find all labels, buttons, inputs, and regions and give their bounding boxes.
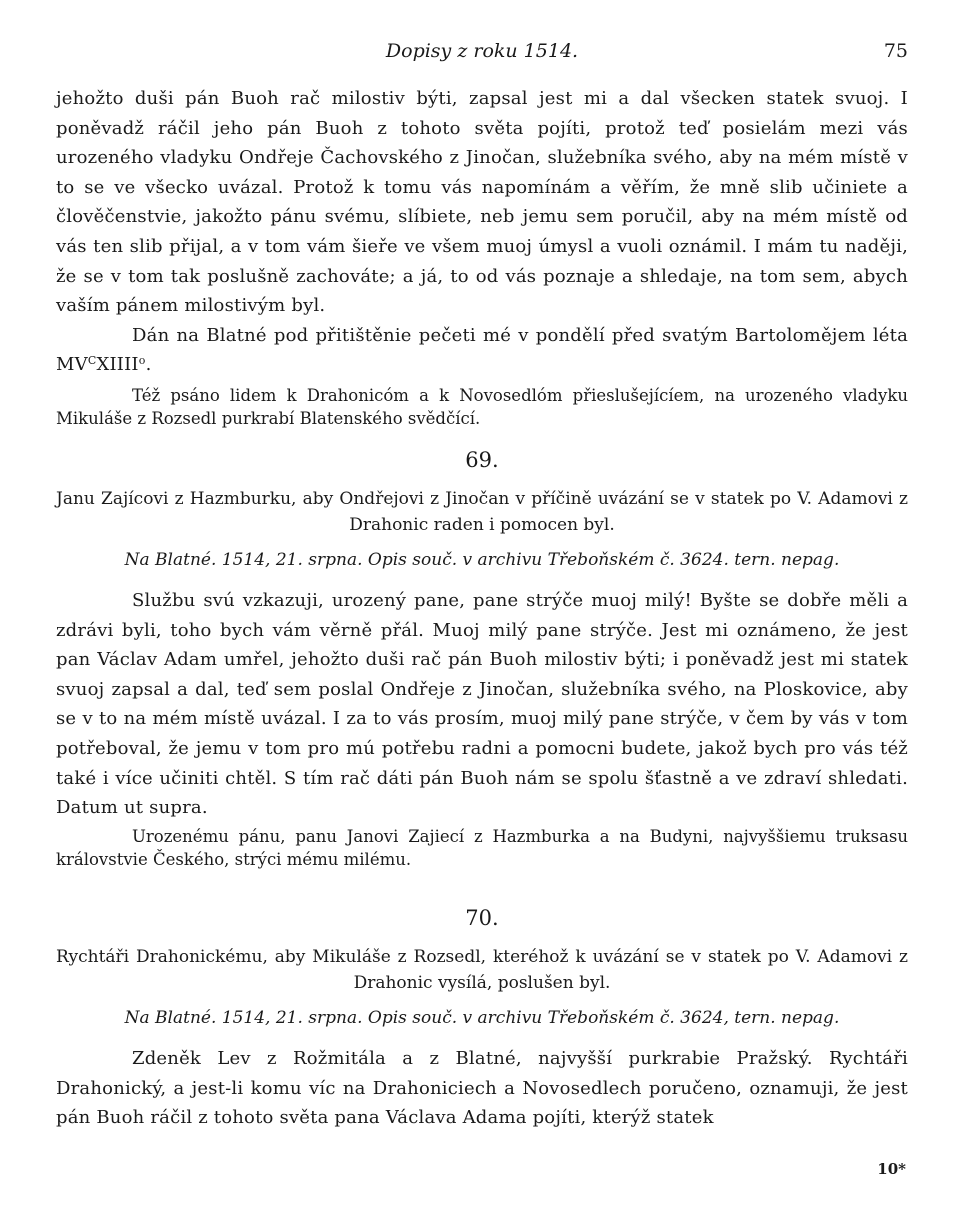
regest: Janu Zajícovi z Hazmburku, aby Ondřejovi z Jinočan v příčině uvázání se v statek po V. Adamovi z Drahonic raden i pomocen byl. [56, 489, 908, 535]
letter-body: Službu svú vzkazuji, urozený pane, pane strýče muoj milý! Byšte se dobře měli a zdrávi byli, toho bych vám věrně přál. Muoj milý pane strýče. Jest mi oznámeno, že jest pan Václav Adam umřel, jehožto duši rač pán Buoh milostiv býti; i poněvadž jest mi statek svuoj zapsal a dal, teď sem poslal Ondřeje z Jinočan, služebníka svého, na Ploskovice, aby se v to na mém místě uvázal. I za to vás prosím, muoj milý pane strýče, v čem by vás v tom potřeboval, že jemu v tom pro mú potřebu radni a pomocni budete, jakož bych pro vás též také i více učiniti chtěl. S tím rač dáti pán Buoh nám se spolu šťastně a ve zdraví shledati. Datum ut supra. [56, 590, 908, 819]
dating-clause [56, 321, 908, 380]
dating-superscript-2: o [138, 354, 146, 368]
letter-continuation [56, 84, 908, 430]
letter-address: Urozenému pánu, panu Janovi Zajiecí z Hazmburka a na Budyni, najvyššiemu truksasu královstvie Českého, strýci mému milému. [56, 826, 908, 869]
letter-body: Zdeněk Lev z Rožmitála a z Blatné, najvyšší purkrabie Pražský. Rychtáři Drahonický, a jest-li komu víc na Drahoniciech a Novosedlech poručeno, oznamuji, že jest pán Buoh ráčil z tohoto světa pana Václava Adama pojíti, kterýž statek [56, 1048, 908, 1129]
source-note: Na Blatné. 1514, 21. srpna. Opis souč. v archivu Třeboňském č. 3624, tern. nepag. [124, 1008, 840, 1028]
signature-mark: 10* [877, 1160, 906, 1178]
running-title: Dopisy z roku 1514. [385, 40, 579, 62]
body-paragraph: jehožto duši pán Buoh rač milostiv býti, zapsal jest mi a dal všecken statek svuoj. I poněvadž ráčil jeho pán Buoh z tohoto světa pojíti, protož teď posielám mezi vás urozeného vladyku Ondřeje Čachovského z Jinočan, služebníka svého, aby na mém místě v to se ve všecko uvázal. Protož k tomu vás napomínám a věřím, že mně slib učiniete a člověčenstvie, jakožto pánu svému, slíbiete, neb jemu sem poručil, aby na mém místě od vás ten slib přijal, a v tom vám šieře ve všem muoj úmysl a vuoli oznámil. I mám tu naději, že se v tom tak poslušně zachováte; a já, to od vás poznaje a shledaje, na tom sem, abych vaším pánem milostivým byl. [56, 88, 908, 317]
dating-text: Dán na Blatné pod přitištěnie pečeti mé v pondělí před svatým Bartolomějem léta MV [56, 324, 908, 376]
regest: Rychtáři Drahonickému, aby Mikuláše z Rozsedl, kteréhož k uvázání se v statek po V. Adamovi z Drahonic vysílá, poslušen byl. [56, 947, 908, 993]
document-70 [56, 906, 908, 1133]
source-note: Na Blatné. 1514, 21. srpna. Opis souč. v archivu Třeboňském č. 3624. tern. nepag. [124, 550, 840, 570]
document-number: 69. [465, 448, 499, 472]
document-69 [56, 448, 908, 871]
dating-superscript: C [87, 354, 97, 368]
copy-note: Též psáno lidem k Drahonicóm a k Novosedlóm přieslušejícíem, na urozeného vladyku Mikuláše z Rozsedl purkrabí Blatenského svědčící. [56, 385, 908, 428]
document-number: 70. [465, 906, 499, 930]
page-number: 75 [883, 40, 908, 62]
dating-end: . [145, 354, 152, 376]
dating-year: XIIII [96, 354, 139, 376]
running-head [56, 40, 908, 64]
